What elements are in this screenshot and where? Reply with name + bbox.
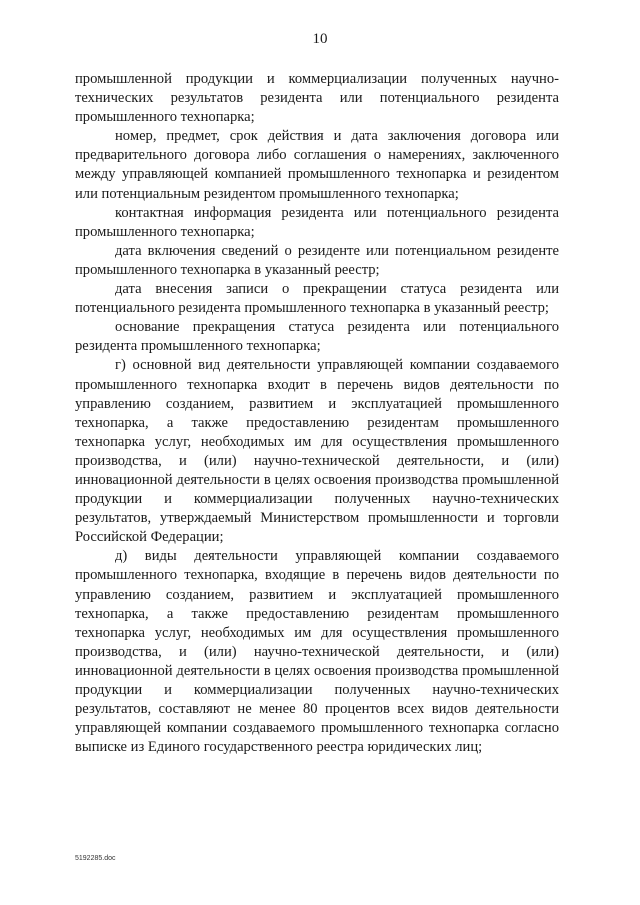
- page-number: 10: [312, 31, 328, 47]
- document-body: [75, 70, 559, 757]
- paragraph-contact-info: контактная информация резидента или потенциального резидента промышленного технопарка;: [75, 204, 559, 240]
- footer-filename: 5192285.doc: [75, 855, 116, 862]
- paragraph-item-g: г) основной вид деятельности управляющей компании создаваемого промышленного технопарка входит в перечень видов деятельности по управлению созданием, развитием и эксплуатацией промышленного технопарка, а также предоставлению резидентам промышленного технопарка услуг, необходимых им для осуществления промышленного производства, и (или) научно-технической деятельности, и (или) инновационной деятельности в целях освоения производства промышленной продукции и коммерциализации полученных научно-технических результатов, утверждаемый Министерством промышленности и торговли Российской Федерации;: [75, 357, 559, 546]
- paragraph-item-d: д) виды деятельности управляющей компании создаваемого промышленного технопарка, входящие в перечень видов деятельности по управлению созданием, развитием и эксплуатацией промышленного технопарка, а также предоставлению резидентам промышленного технопарка услуг, необходимых им для осуществления промышленного производства, и (или) научно-технической деятельности, и (или) инновационной деятельности в целях освоения производства промышленной продукции и коммерциализации полученных научно-технических результатов, составляют не менее 80 процентов всех видов деятельности управляющей компании создаваемого промышленного технопарка согласно выписке из Единого государственного реестра юридических лиц;: [75, 548, 559, 756]
- paragraph-inclusion-date: дата включения сведений о резиденте или потенциальном резиденте промышленного технопарка в указанный реестр;: [75, 242, 559, 278]
- paragraph-contract-details: номер, предмет, срок действия и дата заключения договора или предварительного договора либо соглашения о намерениях, заключенного между управляющей компанией промышленного технопарка и резидентом или потенциальным резидентом промышленного технопарка;: [75, 128, 559, 202]
- paragraph-continuation: промышленной продукции и коммерциализации полученных научно-технических результатов резидента или потенциального резидента промышленного технопарка;: [75, 71, 559, 126]
- paragraph-termination-basis: основание прекращения статуса резидента или потенциального резидента промышленного технопарка;: [75, 319, 559, 355]
- paragraph-termination-date: дата внесения записи о прекращении статуса резидента или потенциального резидента промышленного технопарка в указанный реестр;: [75, 281, 559, 317]
